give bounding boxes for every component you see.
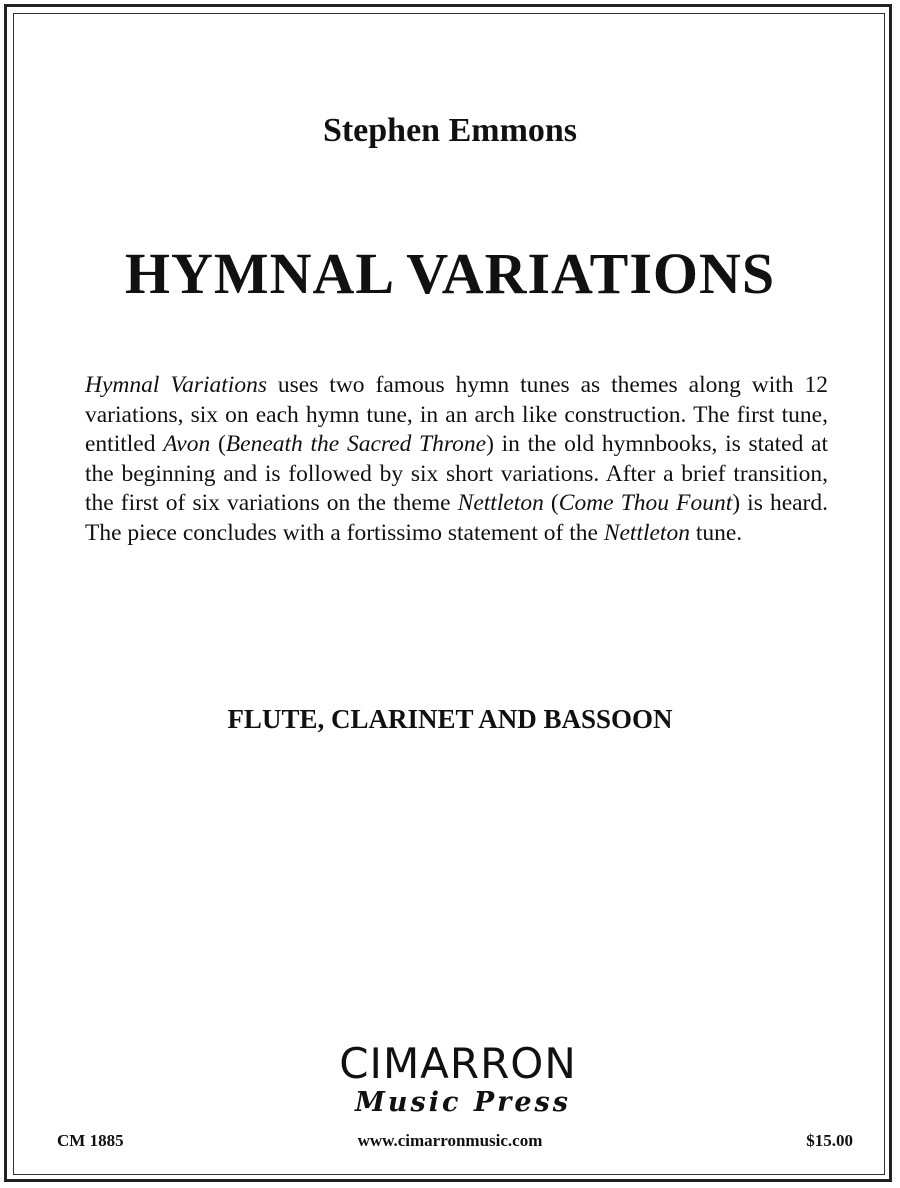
program-notes [85,371,828,548]
piece-title: HYMNAL VARIATIONS [124,241,776,306]
note-text: uses two famous hymn tunes as themes along with 12 variations, six on each hymn tune, in an arch like construction. The first tune, entitled [85,372,828,457]
price: $15.00 [806,1131,853,1150]
publisher-subtitle: Music Press [355,1087,571,1118]
note-come-italic: Come Thou Fount [558,490,733,516]
note-title-italic: Hymnal Variations [85,372,267,398]
note-text: ( [543,490,559,516]
catalog-number: CM 1885 [57,1131,124,1150]
note-nettleton-italic-2: Nettleton [603,519,690,546]
composer-name: Stephen Emmons [322,112,578,149]
note-nettleton-italic: Nettleton [457,490,544,516]
instrumentation: FLUTE, CLARINET AND BASSOON [227,704,673,734]
note-text: ) in the old hymnbooks, is stated at the beginning and is followed by six short variations. After a brief transition, the first of six variations on the theme [85,431,829,516]
note-text: ) is heard. The piece concludes with a fortissimo statement of the [85,490,829,546]
note-text: tune. [689,519,743,546]
page-border-inner [13,13,885,1175]
publisher-logo [0,1040,900,1118]
note-beneath-italic: Beneath the Sacred Throne [225,431,487,457]
note-text: ( [210,431,226,457]
publisher-name: CIMARRON [339,1039,577,1088]
website-url: www.cimarronmusic.com [357,1131,543,1150]
note-avon-italic: Avon [163,431,211,457]
